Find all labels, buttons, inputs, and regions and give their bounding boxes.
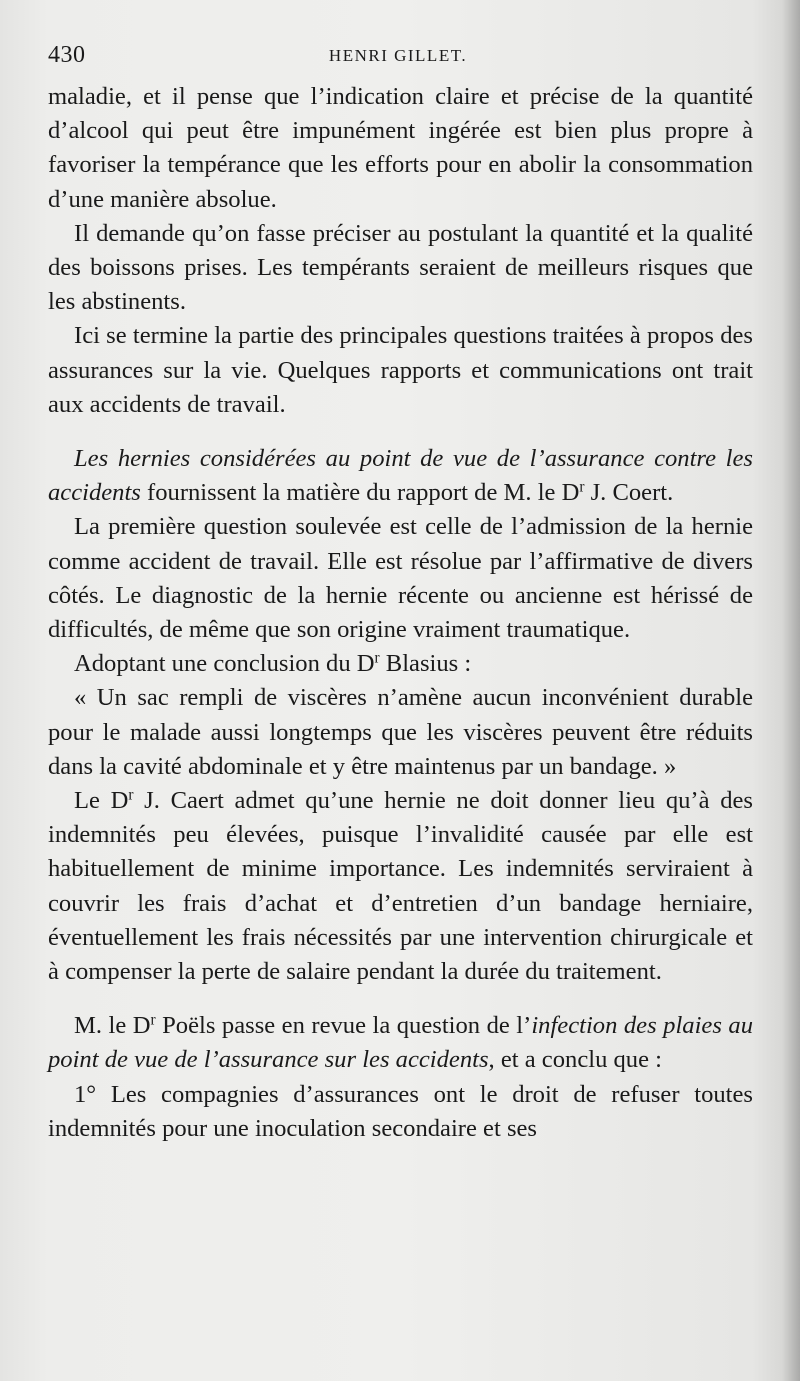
paragraph-infection: M. le $D^r$ Poëls passe en revue la question de l’infection des plaies au point de vue de l’assurance sur les accidents, et a conclu que : — [48, 1011, 754, 1074]
page-number: 430 — [48, 42, 86, 68]
paragraph: Le $D^r$ J. Caert admet qu’une hernie ne doit donner lieu qu’à des indemnités peu élevées, puisque l’invalidité causée par elle est habituellement de minime importance. Les indemnités serviraient à couvrir les frais d’achat et d’entretien d’un bandage herniaire, éventuellement les frais nécessités par une intervention chirurgicale et à compenser la perte de salaire pendant la durée du traitement. — [48, 786, 753, 986]
italic-title: Les hernies considérées au point de vue de l’assurance contre les accidents — [48, 445, 753, 507]
quotation: « Un sac rempli de viscères n’amène aucun inconvénient durable pour le malade aussi longtemps que les viscères peuvent être réduits dans la cavité abdominale et y être maintenus par un bandage. » — [48, 684, 753, 780]
paragraph: La première question soulevée est celle de l’admission de la hernie comme accident de travail. Elle est résolue par l’affirmative de divers côtés. Le diagnostic de la hernie récente ou ancienne est hérissé de difficultés, de même que son origine vraiment traumatique. — [48, 513, 753, 644]
italic-title: infection des plaies au point de vue de l’assurance sur les accidents — [48, 1012, 754, 1074]
page-edge-shadow — [782, 0, 800, 1381]
page-header — [48, 42, 748, 72]
running-head: HENRI GILLET. — [328, 46, 468, 65]
numbered-item: 1° Les compagnies d’assurances ont le droit de refuser toutes indemnités pour une inoculation secondaire et ses — [48, 1080, 753, 1142]
paragraph-hernies: Les hernies considérées au point de vue de l’assurance contre les accidents fournissent la matière du rapport de M. le $D^r$ J. Coert. — [48, 445, 753, 507]
paragraph: Il demande qu’on fasse préciser au postulant la quantité et la qualité des boissons prises. Les tempérants seraient de meilleurs risques que les abstinents. — [48, 219, 753, 316]
paragraph: Ici se termine la partie des principales questions traitées à propos des assurances sur la vie. Quelques rapports et communications ont trait aux accidents de travail. — [48, 322, 753, 418]
paragraph-continuation: maladie, et il pense que l’indication claire et précise de la quantité d’alcool qui peut être impunément ingérée est bien plus propre à favoriser la tempérance que les efforts pour en abolir la consommation d’une manière absolue. — [48, 83, 753, 213]
paragraph: Adoptant une conclusion du $D^r$ Blasius : — [74, 649, 472, 678]
body-text — [48, 80, 753, 1146]
